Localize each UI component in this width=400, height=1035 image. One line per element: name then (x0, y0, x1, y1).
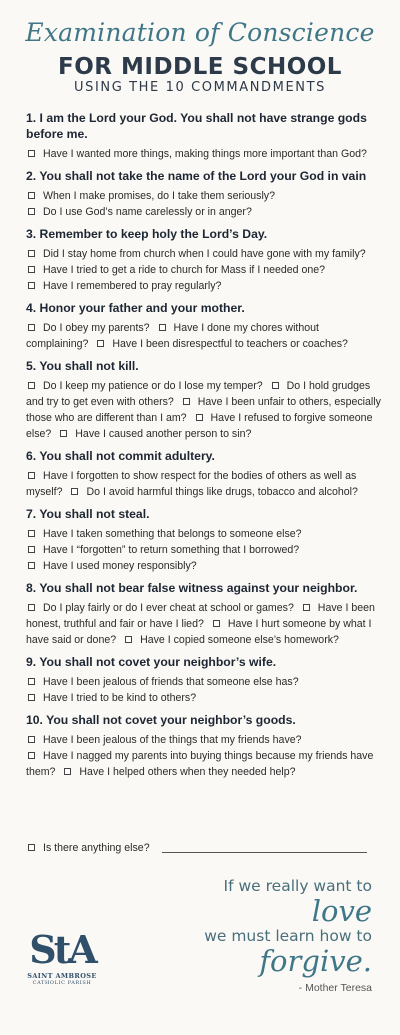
question-row (26, 558, 382, 574)
question-text: Have I done my chores without complaining? (26, 322, 319, 350)
checkbox[interactable] (159, 324, 166, 331)
commandment-section (26, 226, 382, 294)
commandment-heading: 9. You shall not covet your neighbor’s wife. (26, 655, 277, 669)
commandment-heading: 5. You shall not kill. (26, 359, 139, 373)
checkbox[interactable] (125, 636, 132, 643)
question-text: Have I tried to be kind to others? (43, 692, 197, 704)
checkbox[interactable] (28, 678, 35, 685)
question-list (26, 468, 382, 500)
question-text: Have I used money responsibly? (43, 560, 197, 572)
question-row (26, 690, 382, 706)
commandment-section (26, 448, 382, 500)
question-row (26, 600, 382, 648)
question-text: Do I use God’s name carelessly or in anger? (43, 206, 252, 218)
commandment-heading: 10. You shall not covet your neighbor’s goods. (26, 713, 296, 727)
question-row (26, 468, 382, 500)
question-row (26, 732, 382, 748)
commandment-section (26, 110, 382, 162)
question-text: Have I copied someone else’s homework? (140, 634, 339, 646)
question-row (26, 748, 382, 780)
quote-author: - Mother Teresa (298, 982, 372, 994)
quote-line-2: we must learn how to (204, 927, 372, 945)
checkbox[interactable] (28, 208, 35, 215)
question-text: When I make promises, do I take them seriously? (43, 190, 275, 202)
question-row (26, 262, 382, 278)
checkbox[interactable] (28, 562, 35, 569)
question-list (26, 188, 382, 220)
question-text: Have I forgotten to show respect for the bodies of others as well as myself? (26, 470, 357, 498)
question-text: Do I hold grudges and try to get even with others? (26, 380, 371, 408)
commandment-heading: 8. You shall not bear false witness against your neighbor. (26, 581, 358, 595)
quote-line-1: If we really want to (223, 877, 372, 895)
quote-block (142, 876, 372, 994)
checkbox[interactable] (60, 430, 67, 437)
checkbox[interactable] (183, 398, 190, 405)
checkbox[interactable] (28, 382, 35, 389)
question-row (26, 246, 382, 262)
checkbox[interactable] (28, 752, 35, 759)
question-text: Have I hurt someone by what I have said or done? (26, 618, 372, 646)
commandment-section (26, 712, 382, 780)
logo-subname: CATHOLIC PARISH (32, 980, 92, 986)
checkbox[interactable] (28, 736, 35, 743)
checkbox[interactable] (213, 620, 220, 627)
commandment-section (26, 358, 382, 442)
checkbox[interactable] (196, 414, 203, 421)
logo-name: SAINT AMBROSE (27, 972, 97, 980)
checkbox[interactable] (28, 324, 35, 331)
commandment-heading: 7. You shall not steal. (26, 507, 150, 521)
question-text: Have I been disrespectful to teachers or coaches? (112, 338, 348, 350)
question-row (26, 320, 382, 352)
question-list (26, 674, 382, 706)
question-text: Have I “forgotten” to return something that I borrowed? (43, 544, 300, 556)
checkbox[interactable] (28, 844, 35, 851)
main-title: FOR MIDDLE SCHOOL (58, 54, 342, 80)
question-row (26, 542, 382, 558)
checkbox[interactable] (97, 340, 104, 347)
checkbox[interactable] (28, 546, 35, 553)
question-list (26, 146, 382, 162)
checkbox[interactable] (64, 768, 71, 775)
question-text: Have I helped others when they needed help? (79, 766, 296, 778)
question-text: Have I nagged my parents into buying things because my friends have them? (26, 750, 374, 778)
commandment-section (26, 580, 382, 648)
question-row (26, 674, 382, 690)
parish-logo (26, 927, 98, 986)
question-row (26, 278, 382, 294)
question-row (26, 378, 382, 442)
checkbox[interactable] (28, 282, 35, 289)
question-text: Have I wanted more things, making things more important than God? (43, 148, 367, 160)
question-text: Have I tried to get a ride to church for Mass if I needed one? (43, 264, 326, 276)
checkbox[interactable] (272, 382, 279, 389)
commandment-section (26, 300, 382, 352)
question-text: Have I been jealous of friends that someone else has? (43, 676, 299, 688)
checkbox[interactable] (28, 150, 35, 157)
script-title: Examination of Conscience (25, 18, 375, 47)
question-text: Have I been jealous of the things that my friends have? (43, 734, 302, 746)
commandment-section (26, 168, 382, 220)
checkbox[interactable] (28, 694, 35, 701)
question-list (26, 378, 382, 442)
quote-word-forgive: forgive. (259, 944, 372, 978)
question-row (26, 526, 382, 542)
commandment-heading: 2. You shall not take the name of the Lord your God in vain (26, 169, 367, 183)
quote-word-love: love (311, 894, 372, 928)
question-text: Have I refused to forgive someone else? (26, 412, 373, 440)
checkbox[interactable] (303, 604, 310, 611)
question-list (26, 526, 382, 574)
answer-blank-line (162, 852, 367, 853)
question-text: Do I play fairly or do I ever cheat at school or games? (43, 602, 294, 614)
question-text: Do I keep my patience or do I lose my temper? (43, 380, 263, 392)
question-list (26, 320, 382, 352)
question-row (26, 188, 382, 204)
question-list (26, 732, 382, 780)
question-text: Do I avoid harmful things like drugs, tobacco and alcohol? (86, 486, 358, 498)
checkbox[interactable] (28, 472, 35, 479)
commandment-section (26, 506, 382, 574)
commandments-list (26, 110, 382, 786)
question-list (26, 600, 382, 648)
checkbox[interactable] (28, 604, 35, 611)
checkbox[interactable] (28, 530, 35, 537)
checkbox[interactable] (71, 488, 78, 495)
logo-mark: StA (29, 927, 95, 972)
commandment-heading: 3. Remember to keep holy the Lord’s Day. (26, 227, 268, 241)
question-row (26, 204, 382, 220)
checkbox[interactable] (28, 192, 35, 199)
question-list (26, 246, 382, 294)
question-row (26, 146, 382, 162)
question-text: Did I stay home from church when I could have gone with my family? (43, 248, 366, 260)
subtitle: USING THE 10 COMMANDMENTS (74, 80, 326, 95)
commandment-heading: 1. I am the Lord your God. You shall not have strange gods before me. (26, 111, 367, 141)
question-text: Have I been honest, truthful and fair or have I lied? (26, 602, 375, 630)
commandment-heading: 4. Honor your father and your mother. (26, 301, 245, 315)
closing-question-row (26, 842, 382, 854)
question-text: Have I taken something that belongs to someone else? (43, 528, 302, 540)
question-text: Do I obey my parents? (43, 322, 150, 334)
commandment-heading: 6. You shall not commit adultery. (26, 449, 215, 463)
commandment-section (26, 654, 382, 706)
checkbox[interactable] (28, 266, 35, 273)
question-text: Have I been unfair to others, especially those who are different than I am? (26, 396, 381, 424)
question-text: Have I caused another person to sin? (75, 428, 252, 440)
closing-question: Is there anything else? (43, 842, 150, 854)
checkbox[interactable] (28, 250, 35, 257)
question-text: Have I remembered to pray regularly? (43, 280, 222, 292)
